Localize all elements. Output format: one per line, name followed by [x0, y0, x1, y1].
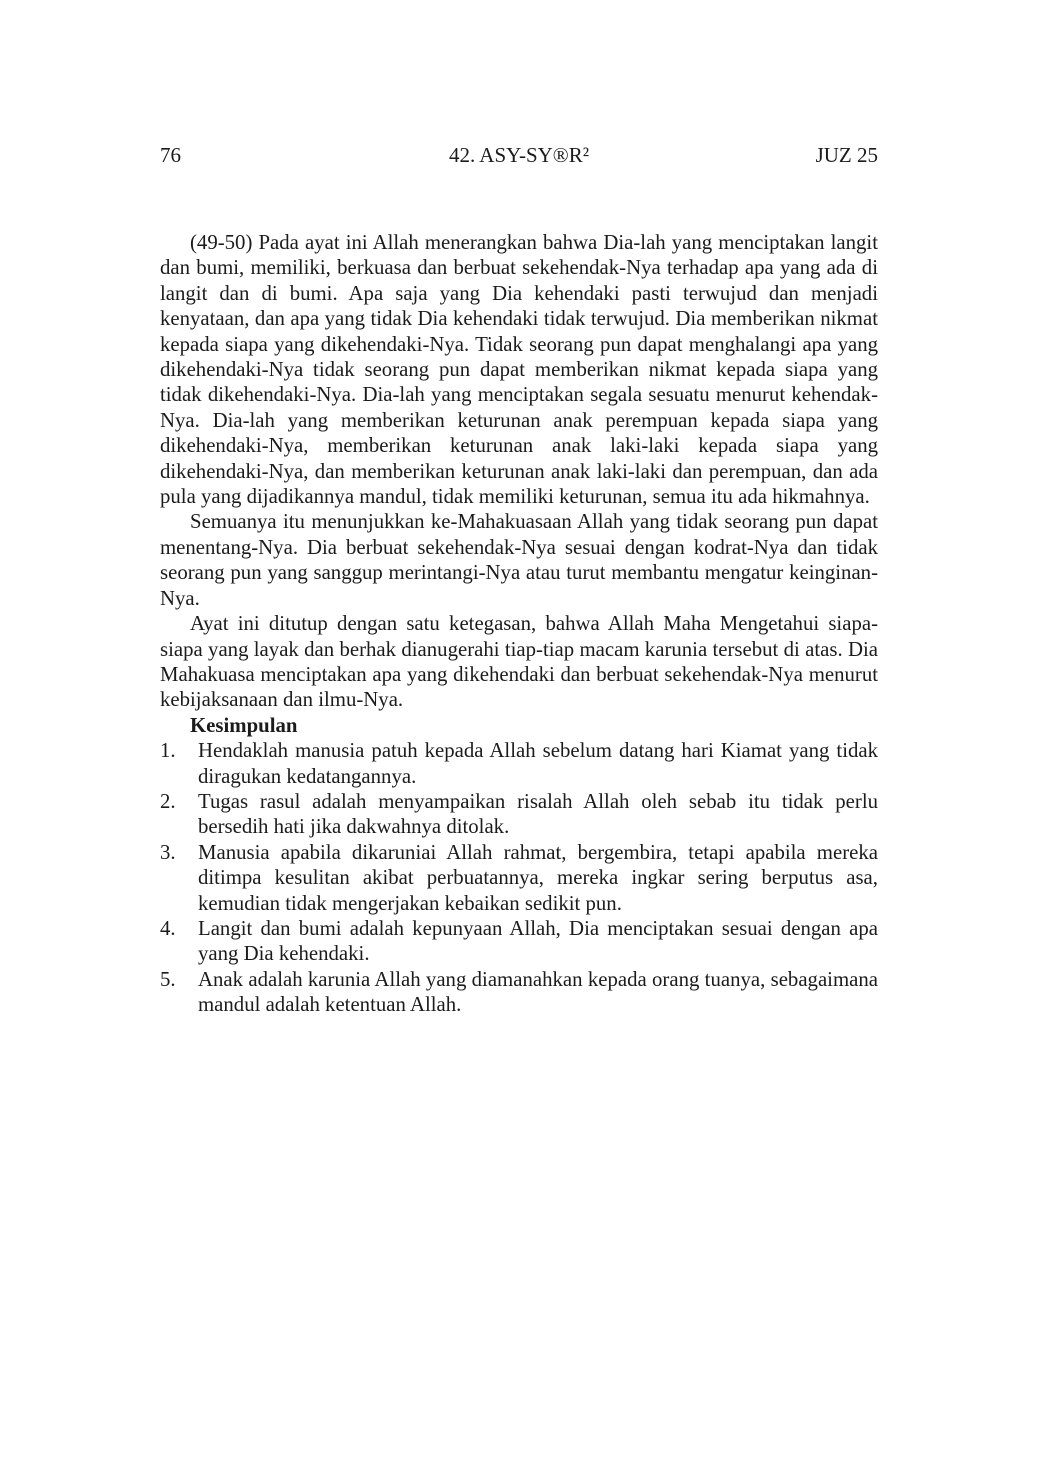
paragraph-3: Ayat ini ditutup dengan satu ketegasan, bahwa Allah Maha Mengetahui siapa-siapa yang layak dan berhak dianugerahi tiap-tiap macam karunia tersebut di atas. Dia Mahakuasa menciptakan apa yang dikehendaki dan berbuat sekehendak-Nya menurut kebijaksanaan dan ilmu-Nya.	[160, 612, 878, 712]
list-item	[160, 840, 878, 916]
list-item-number: 2.	[160, 789, 176, 813]
list-item	[160, 916, 878, 967]
list-item-number: 4.	[160, 916, 176, 940]
list-item-text: Tugas rasul adalah menyampaikan risalah Allah oleh sebab itu tidak perlu bersedih hati jika dakwahnya ditolak.	[198, 789, 878, 839]
page-number: 76	[160, 143, 181, 167]
document-body	[160, 230, 878, 1018]
running-header	[160, 141, 878, 169]
chapter-title: 42. ASY-SY®R²	[448, 143, 590, 167]
paragraph-1: (49-50) Pada ayat ini Allah menerangkan bahwa Dia-lah yang menciptakan langit dan bumi, memiliki, berkuasa dan berbuat sekehendak-Nya terhadap apa yang ada di langit dan di bumi. Apa saja yang Dia kehendaki pasti terwujud dan menjadi kenyataan, dan apa yang tidak Dia kehendaki tidak terwujud. Dia memberikan nikmat kepada siapa yang dikehendaki-Nya. Tidak seorang pun dapat menghalangi apa yang dikehendaki-Nya tidak seorang pun dapat memberikan nikmat kepada siapa yang tidak dikehendaki-Nya. Dia-lah yang menciptakan segala sesuatu menurut kehendak-Nya. Dia-lah yang memberikan keturunan anak perempuan kepada siapa yang dikehendaki-Nya, memberikan keturunan anak laki-laki kepada siapa yang dikehendaki-Nya, dan memberikan keturunan anak laki-laki dan perempuan, dan ada pula yang dijadikannya mandul, tidak memiliki keturunan, semua itu ada hikmahnya.	[160, 231, 878, 509]
list-item	[160, 967, 878, 1018]
list-item-text: Manusia apabila dikaruniai Allah rahmat, bergembira, tetapi apabila mereka ditimpa kesulitan akibat perbuatannya, mereka ingkar sering berputus asa, kemudian tidak mengerjakan kebaikan sedikit pun.	[198, 840, 878, 915]
list-item-text: Anak adalah karunia Allah yang diamanahkan kepada orang tuanya, sebagaimana mandul adalah ketentuan Allah.	[198, 967, 878, 1017]
list-item-number: 5.	[160, 967, 176, 991]
list-item-text: Hendaklah manusia patuh kepada Allah sebelum datang hari Kiamat yang tidak diragukan kedatangannya.	[198, 739, 878, 788]
list-item-text: Langit dan bumi adalah kepunyaan Allah, Dia menciptakan sesuai dengan apa yang Dia kehendaki.	[198, 916, 878, 966]
kesimpulan-list	[160, 738, 878, 1017]
list-item-number: 3.	[160, 840, 176, 864]
kesimpulan-heading: Kesimpulan	[190, 713, 298, 737]
list-item	[160, 738, 878, 789]
juz-label: JUZ 25	[815, 143, 878, 167]
list-item	[160, 789, 878, 840]
list-item-number: 1.	[160, 739, 176, 763]
paragraph-2: Semuanya itu menunjukkan ke-Mahakuasaan Allah yang tidak seorang pun dapat menentang-Nya. Dia berbuat sekehendak-Nya sesuai dengan kodrat-Nya dan tidak seorang pun yang sanggup merintangi-Nya atau turut membantu mengatur keinginan-Nya.	[160, 510, 878, 610]
